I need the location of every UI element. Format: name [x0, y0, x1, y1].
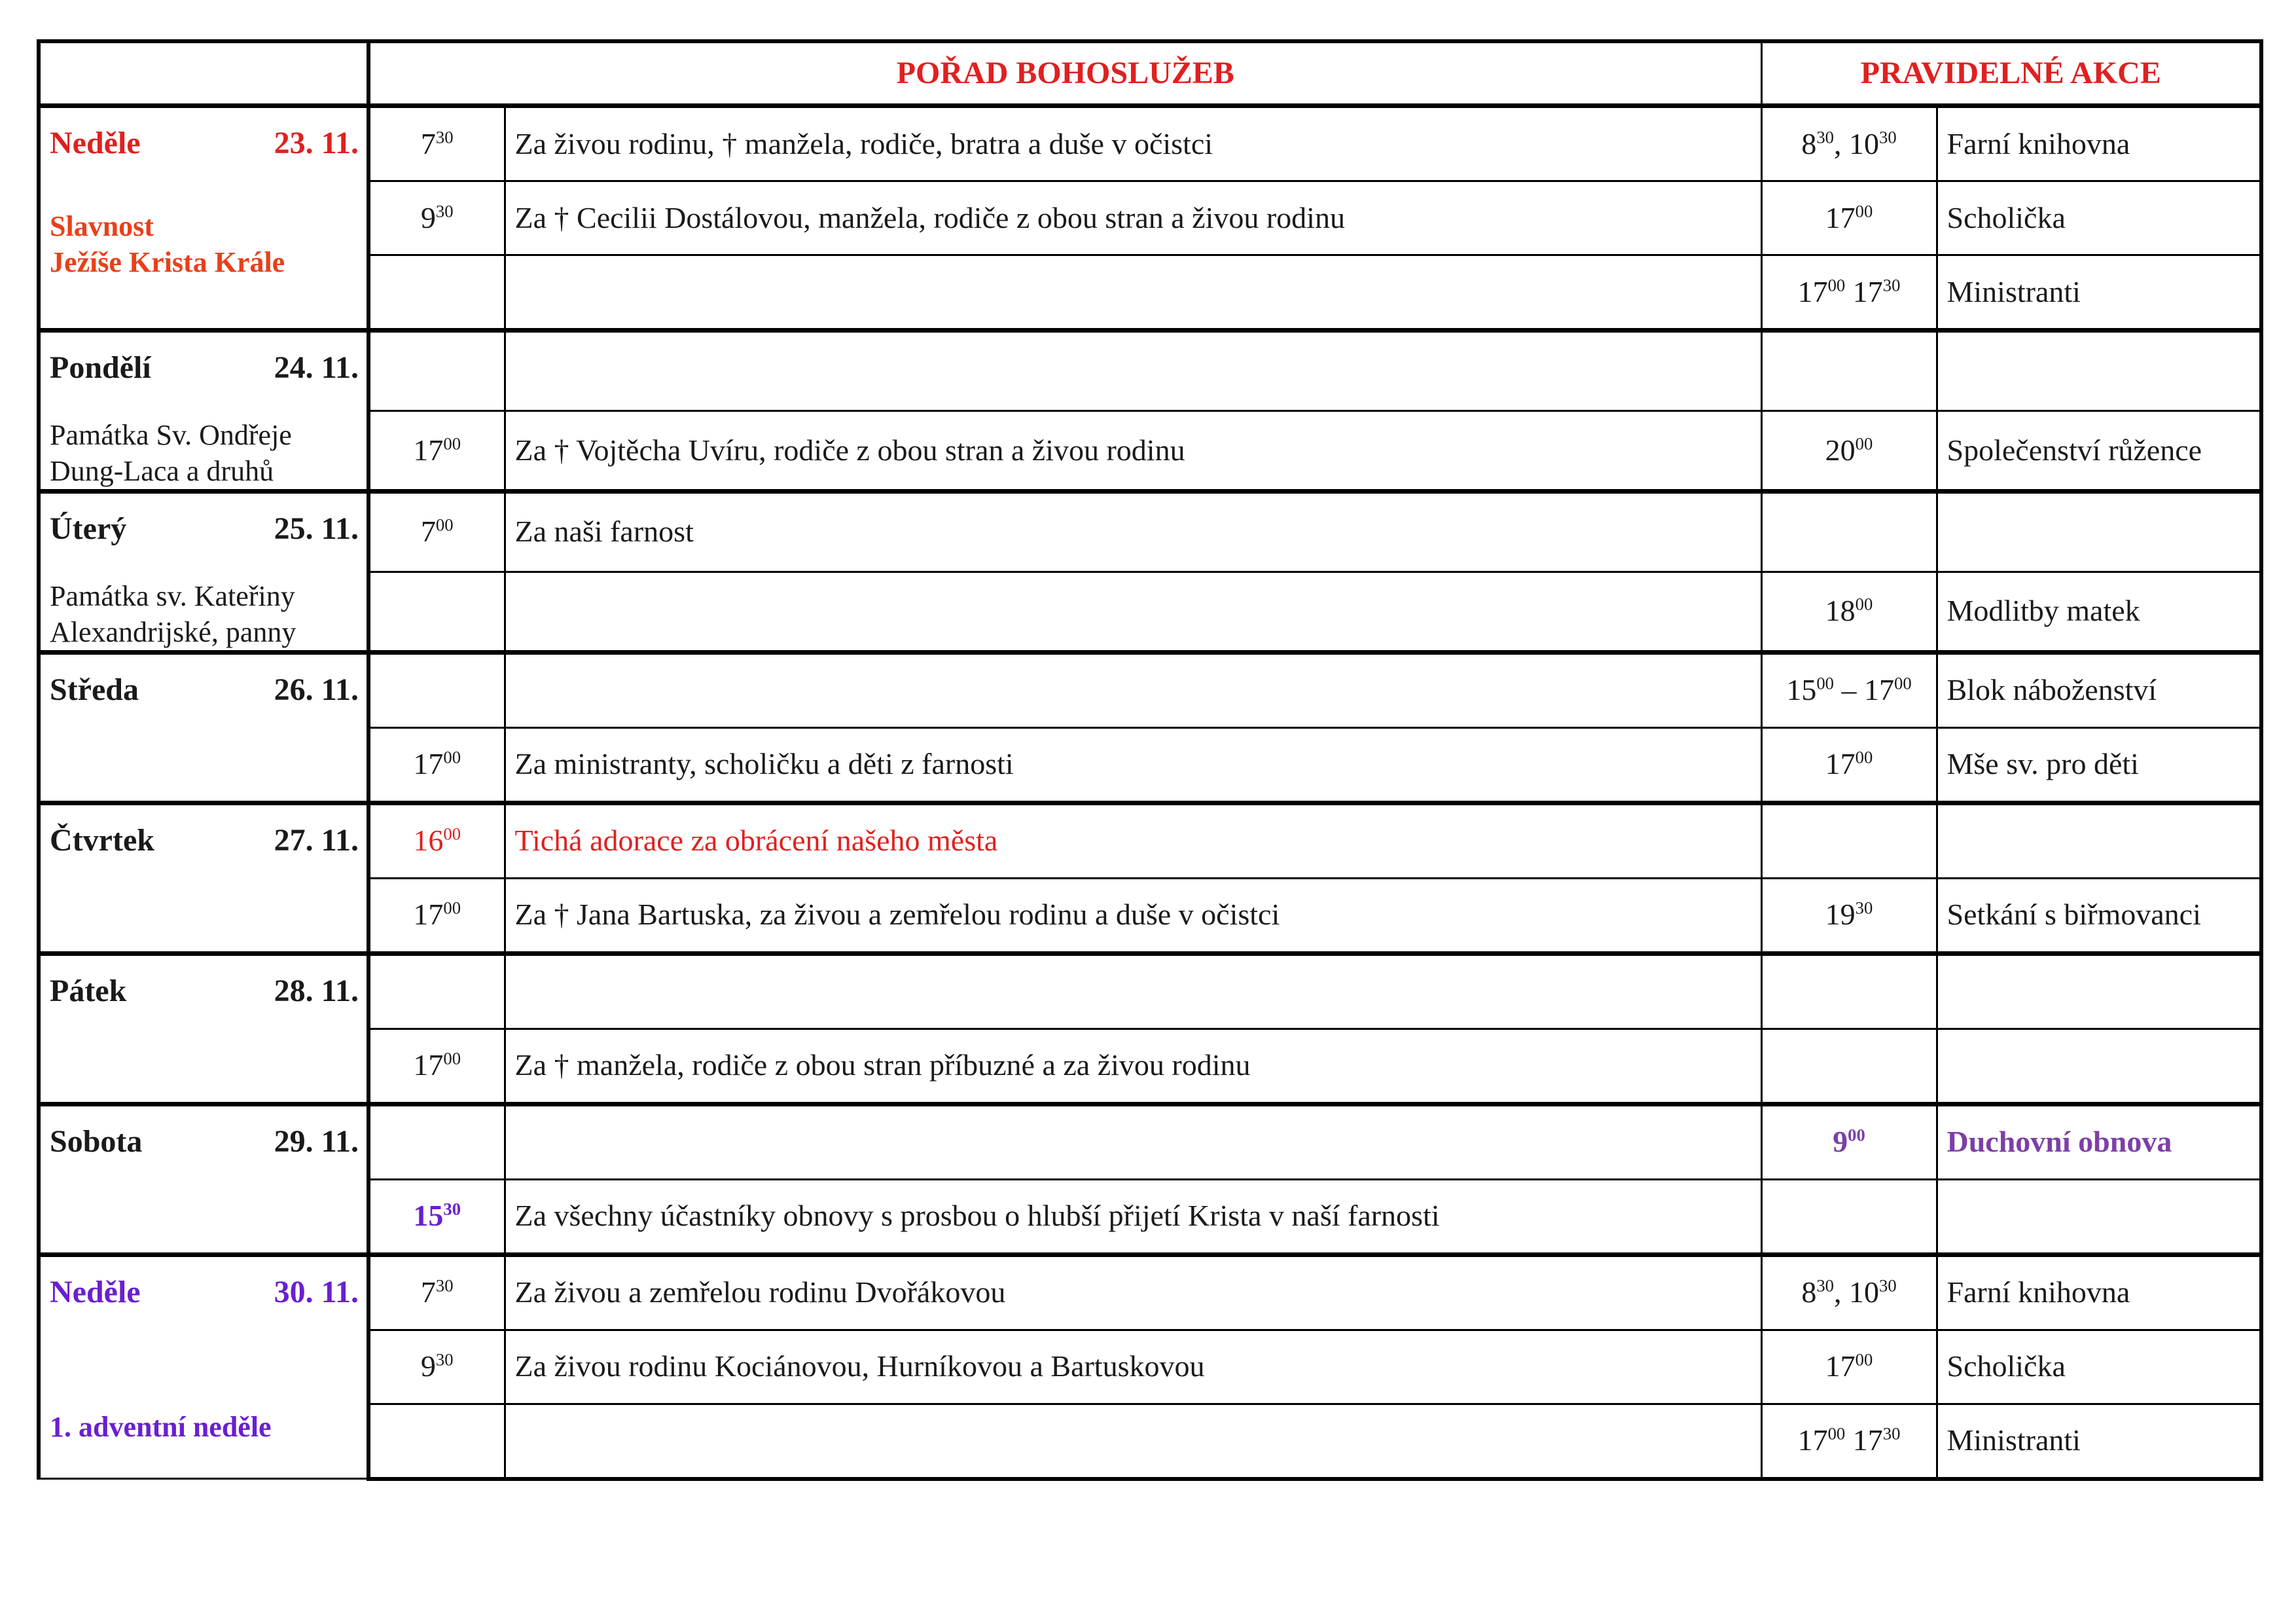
event-name: Mše sv. pro děti	[1937, 727, 2261, 803]
event-time: $17^{00}$	[1761, 181, 1937, 255]
mass-intention: Za živou a zemřelou rodinu Dvořákovou	[505, 1254, 1761, 1330]
table-row	[39, 1330, 2261, 1404]
event-time: $17^{00}$	[1761, 1330, 1937, 1404]
day-desc-line: Dung-Laca a druhů	[50, 454, 274, 487]
table-row	[39, 181, 2261, 255]
mass-time: $17^{00}$	[368, 410, 505, 491]
day-name: Neděle	[50, 126, 141, 160]
day-header	[50, 1106, 359, 1159]
day-date: 24. 11.	[274, 350, 359, 385]
event-name	[1937, 1029, 2261, 1104]
event-name: Farní knihovna	[1937, 106, 2261, 181]
mass-time: $17^{00}$	[368, 878, 505, 953]
mass-intention	[505, 255, 1761, 331]
table-row	[39, 1029, 2261, 1104]
mass-time: $7^{30}$	[368, 106, 505, 181]
event-name: Scholička	[1937, 181, 2261, 255]
mass-intention: Za † manžela, rodiče z obou stran příbuzné a za živou rodinu	[505, 1029, 1761, 1104]
day-name: Neděle	[50, 1274, 141, 1309]
event-time: $19^{30}$	[1761, 878, 1937, 953]
event-name: Farní knihovna	[1937, 1254, 2261, 1330]
mass-intention: Za † Jana Bartuska, za živou a zemřelou rodinu a duše v očistci	[505, 878, 1761, 953]
mass-time: $16^{00}$	[368, 803, 505, 878]
mass-intention: Za všechny účastníky obnovy s prosbou o hlubší přijetí Krista v naší farnosti	[505, 1179, 1761, 1254]
mass-intention: Za živou rodinu Kociánovou, Hurníkovou a Bartuskovou	[505, 1330, 1761, 1404]
header-corner	[39, 41, 368, 106]
mass-intention	[505, 953, 1761, 1029]
day-description	[50, 578, 359, 650]
mass-time	[368, 1104, 505, 1179]
day-name: Čtvrtek	[50, 822, 154, 858]
schedule-table	[37, 39, 2263, 1481]
event-name: Setkání s biřmovanci	[1937, 878, 2261, 953]
mass-intention: Tichá adorace za obrácení našeho města	[505, 803, 1761, 878]
event-time	[1761, 803, 1937, 878]
event-name	[1937, 491, 2261, 572]
event-name: Ministranti	[1937, 1404, 2261, 1479]
event-time	[1761, 491, 1937, 572]
day-cell	[39, 1254, 368, 1479]
day-header	[50, 1257, 359, 1310]
mass-intention: Za ministranty, scholičku a děti z farnosti	[505, 727, 1761, 803]
day-date: 28. 11.	[274, 973, 359, 1008]
day-desc-line: 1. adventní neděle	[50, 1411, 272, 1444]
day-description	[50, 1409, 359, 1445]
event-name: Ministranti	[1937, 255, 2261, 331]
event-time: $17^{00}$ $17^{30}$	[1761, 1404, 1937, 1479]
day-name: Úterý	[50, 511, 127, 546]
day-cell	[39, 331, 368, 492]
mass-time	[368, 331, 505, 411]
day-name: Pondělí	[50, 350, 151, 385]
day-desc-line: Památka Sv. Ondřeje	[50, 418, 292, 451]
day-cell	[39, 106, 368, 331]
day-cell	[39, 1104, 368, 1254]
event-time: $15^{00} - 17^{00}$	[1761, 652, 1937, 727]
day-header	[50, 333, 359, 386]
day-header	[50, 108, 359, 161]
event-name	[1937, 953, 2261, 1029]
table-row	[39, 1104, 2261, 1179]
table-row	[39, 953, 2261, 1029]
table-row	[39, 652, 2261, 727]
day-desc-line: Slavnost	[50, 210, 154, 242]
event-name: Duchovní obnova	[1937, 1104, 2261, 1179]
day-desc-line: Alexandrijské, panny	[50, 615, 296, 648]
day-name: Středa	[50, 672, 139, 707]
mass-intention	[505, 1104, 1761, 1179]
mass-time: $9^{30}$	[368, 1330, 505, 1404]
event-time: $17^{00}$ $17^{30}$	[1761, 255, 1937, 331]
event-time	[1761, 331, 1937, 411]
mass-intention	[505, 1404, 1761, 1479]
mass-time	[368, 1404, 505, 1479]
event-name	[1937, 1179, 2261, 1254]
day-description	[50, 208, 359, 280]
day-description	[50, 417, 359, 489]
event-name: Společenství růžence	[1937, 410, 2261, 491]
event-time	[1761, 1029, 1937, 1104]
table-row	[39, 106, 2261, 181]
events-title: PRAVIDELNÉ AKCE	[1761, 41, 2261, 106]
table-row	[39, 572, 2261, 652]
mass-intention: Za † Cecilii Dostálovou, manžela, rodiče z obou stran a živou rodinu	[505, 181, 1761, 255]
event-time: $8^{30}$, $10^{30}$	[1761, 106, 1937, 181]
event-time: $20^{00}$	[1761, 410, 1937, 491]
day-date: 29. 11.	[274, 1123, 359, 1159]
event-time: $8^{30}$, $10^{30}$	[1761, 1254, 1937, 1330]
table-row	[39, 491, 2261, 572]
day-cell	[39, 953, 368, 1104]
day-date: 23. 11.	[274, 126, 359, 160]
services-title: POŘAD BOHOSLUŽEB	[368, 41, 1761, 106]
mass-time: $7^{00}$	[368, 491, 505, 572]
mass-intention: Za živou rodinu, † manžela, rodiče, bratra a duše v očistci	[505, 106, 1761, 181]
day-header	[50, 805, 359, 858]
mass-time: $7^{30}$	[368, 1254, 505, 1330]
event-time: $18^{00}$	[1761, 572, 1937, 652]
table-row	[39, 727, 2261, 803]
mass-time: $17^{00}$	[368, 727, 505, 803]
mass-time	[368, 572, 505, 652]
mass-intention	[505, 572, 1761, 652]
day-desc-line: Ježíše Krista Krále	[50, 246, 285, 278]
event-name: Scholička	[1937, 1330, 2261, 1404]
event-time: $17^{00}$	[1761, 727, 1937, 803]
day-header	[50, 494, 359, 547]
day-date: 30. 11.	[274, 1274, 359, 1309]
mass-time	[368, 255, 505, 331]
table-row	[39, 410, 2261, 491]
day-cell	[39, 803, 368, 953]
day-date: 26. 11.	[274, 672, 359, 707]
event-name: Blok náboženství	[1937, 652, 2261, 727]
event-name	[1937, 331, 2261, 411]
table-row	[39, 878, 2261, 953]
mass-time	[368, 652, 505, 727]
mass-intention: Za † Vojtěcha Uvíru, rodiče z obou stran a živou rodinu	[505, 410, 1761, 491]
event-time	[1761, 1179, 1937, 1254]
day-desc-line: Památka sv. Kateřiny	[50, 579, 295, 612]
event-time	[1761, 953, 1937, 1029]
day-header	[50, 956, 359, 1009]
day-date: 25. 11.	[274, 511, 359, 546]
mass-intention	[505, 331, 1761, 411]
mass-time: $9^{30}$	[368, 181, 505, 255]
day-cell	[39, 652, 368, 803]
mass-time: $17^{00}$	[368, 1029, 505, 1104]
table-row	[39, 803, 2261, 878]
mass-intention	[505, 652, 1761, 727]
mass-time: $15^{30}$	[368, 1179, 505, 1254]
table-row	[39, 331, 2261, 411]
header-row	[39, 41, 2261, 106]
table-row	[39, 255, 2261, 331]
day-name: Pátek	[50, 973, 127, 1008]
event-name	[1937, 803, 2261, 878]
event-name: Modlitby matek	[1937, 572, 2261, 652]
day-header	[50, 655, 359, 708]
event-time: $9^{00}$	[1761, 1104, 1937, 1179]
day-date: 27. 11.	[274, 822, 359, 858]
mass-time	[368, 953, 505, 1029]
table-row	[39, 1179, 2261, 1254]
day-name: Sobota	[50, 1123, 143, 1159]
mass-intention: Za naši farnost	[505, 491, 1761, 572]
table-row	[39, 1404, 2261, 1479]
table-row	[39, 1254, 2261, 1330]
day-cell	[39, 491, 368, 652]
